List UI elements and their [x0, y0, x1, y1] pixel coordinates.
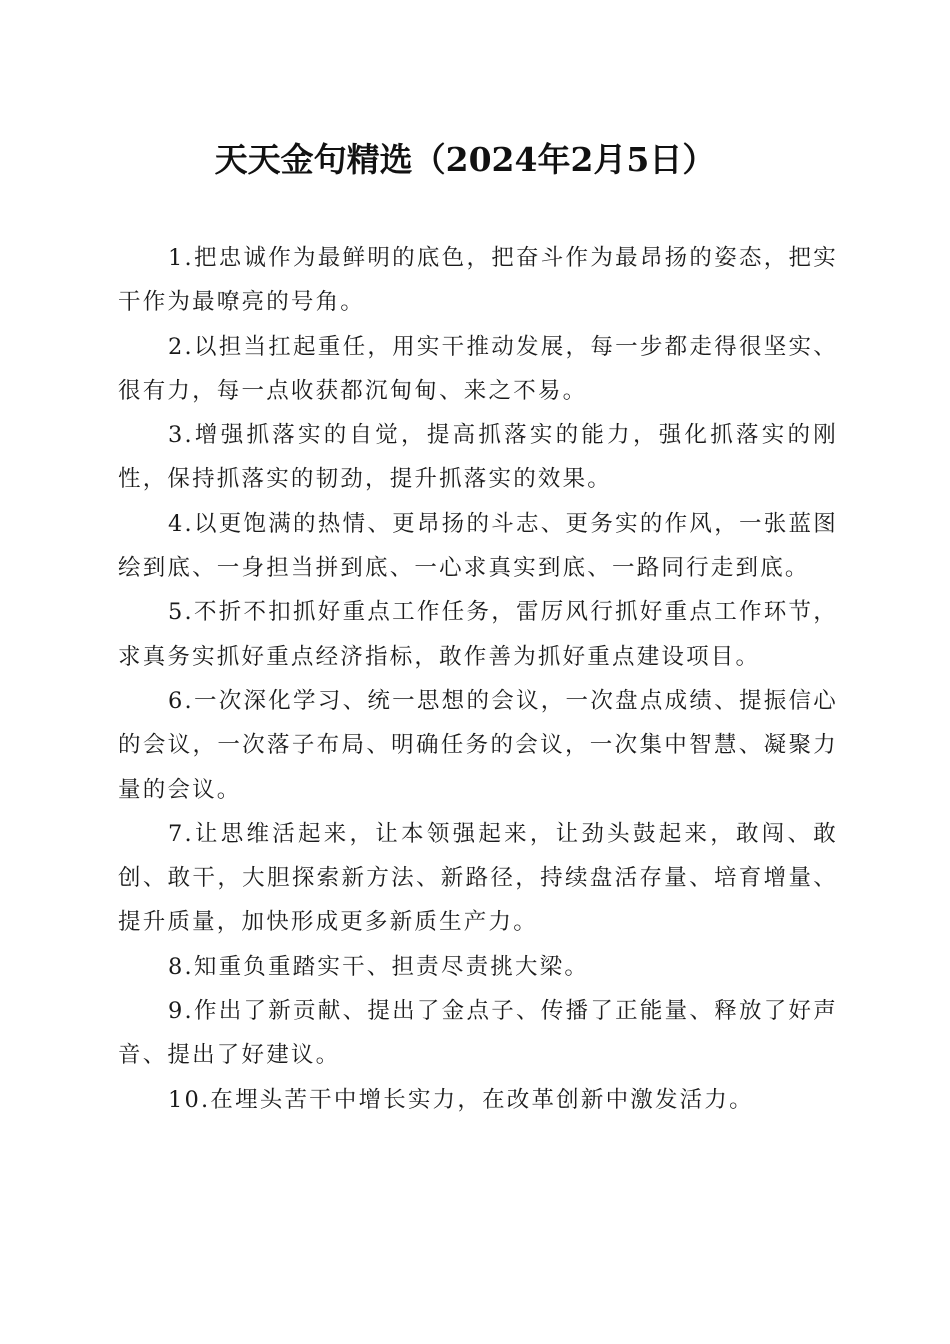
quote-item-7: 7.让思维活起来，让本领强起来，让劲头鼓起来，敢闯、敢创、敢干，大胆探索新方法、新路径，持续盘活存量、培育增量、提升质量，加快形成更多新质生产力。: [118, 820, 838, 936]
quote-item-6: 6.一次深化学习、统一思想的会议，一次盘点成绩、提振信心的会议，一次落子布局、明确任务的会议，一次集中智慧、凝聚力量的会议。: [118, 687, 838, 803]
quote-item-1: 1.把忠诚作为最鲜明的底色，把奋斗作为最昂扬的姿态，把实干作为最嘹亮的号角。: [118, 245, 838, 316]
quote-item-3: 3.增强抓落实的自觉，提高抓落实的能力，强化抓落实的刚性，保持抓落实的韧劲，提升抓落实的效果。: [118, 422, 838, 493]
quote-item-8: 8.知重负重踏实干、担责尽责挑大梁。: [168, 953, 590, 980]
quote-item-10: 10.在埋头苦干中增长实力，在改革创新中激发活力。: [168, 1086, 754, 1113]
quote-item-2: 2.以担当扛起重任，用实干推动发展，每一步都走得很坚实、很有力，每一点收获都沉甸甸、来之不易。: [118, 333, 838, 404]
quote-item-5: 5.不折不扣抓好重点工作任务，雷厉风行抓好重点工作环节，求真务实抓好重点经济指标，敢作善为抓好重点建设项目。: [118, 599, 838, 670]
quote-item-4: 4.以更饱满的热情、更昂扬的斗志、更务实的作风，一张蓝图绘到底、一身担当拼到底、一心求真实到底、一路同行走到底。: [118, 510, 838, 582]
quote-list: [118, 236, 838, 1122]
page-title: 天天金句精选（2024年2月5日）: [214, 140, 716, 179]
quote-item-9: 9.作出了新贡献、提出了金点子、传播了正能量、释放了好声音、提出了好建议。: [118, 998, 838, 1069]
